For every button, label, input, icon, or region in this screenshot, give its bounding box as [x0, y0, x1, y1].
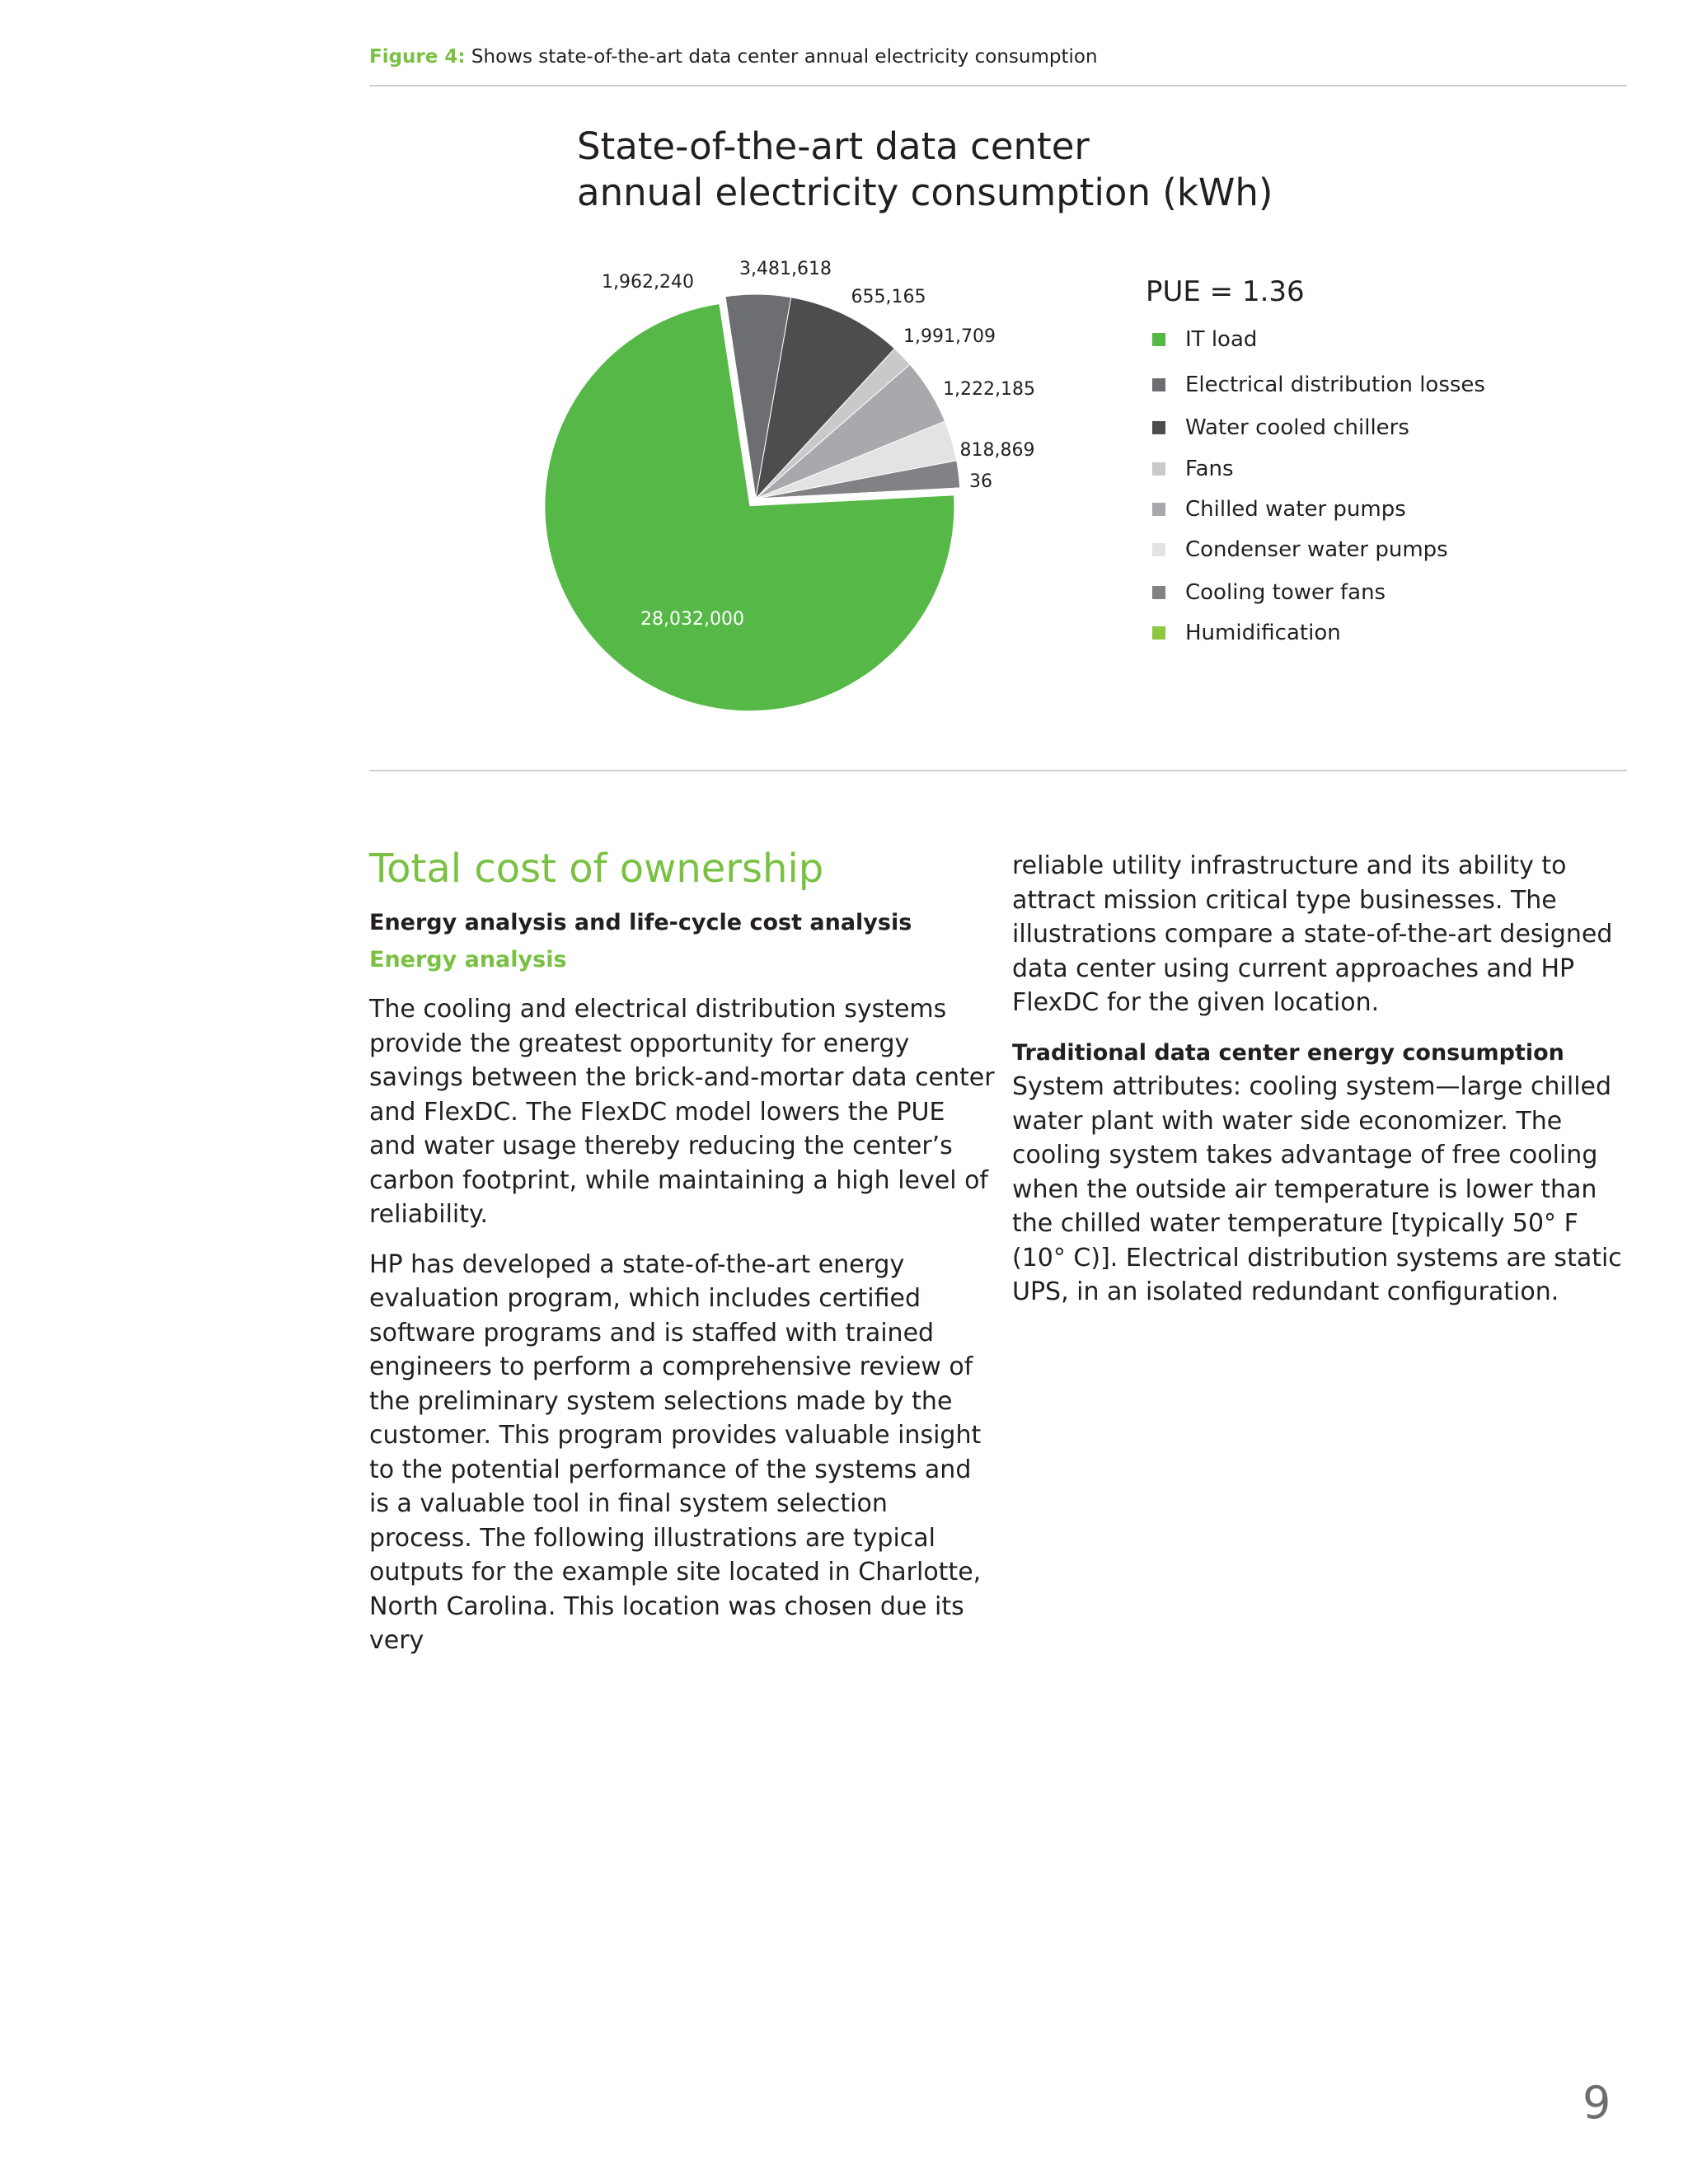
data-label-water-cooled-chillers: 3,481,618	[739, 259, 832, 279]
data-label-fans: 655,165	[851, 287, 926, 307]
figure-caption-text: Shows state-of-the-art data center annual electricity consumption	[471, 46, 1098, 68]
subhead-energy-analysis: Energy analysis	[369, 947, 567, 972]
section-title: Total cost of ownership	[369, 846, 824, 892]
legend-item-chilled-water-pumps	[1152, 497, 1406, 522]
figure-label: Figure 4:	[369, 46, 466, 68]
legend-swatch-humidification	[1152, 626, 1165, 640]
legend-item-it-load	[1152, 327, 1257, 352]
legend-swatch-it-load	[1152, 333, 1165, 346]
paragraph-utility: reliable utility infrastructure and its ability to attract mission critical type businesses. The illustrations compare a state-of-the-art designed data center using current approaches and HP FlexDC for the given location.	[1012, 851, 1613, 1017]
legend-swatch-condenser-water-pumps	[1152, 543, 1165, 556]
body-column-right	[1012, 849, 1639, 1325]
legend-label-humidification: Humidification	[1185, 621, 1341, 645]
legend-item-water-cooled-chillers	[1152, 415, 1409, 440]
data-label-it-load: 28,032,000	[640, 609, 744, 630]
traditional-consumption-text: System attributes: cooling system—large chilled water plant with water side economizer. The cooling system takes advantage of free cooling when the outside air temperature is lower than the chilled water temperature [typically 50° F (10° C)]. Electrical distribution systems are static UPS, in an isolated redundant configuration.	[1012, 1072, 1622, 1306]
legend-label-fans: Fans	[1185, 457, 1234, 481]
data-label-humidification: 36	[969, 471, 992, 492]
data-label-condenser-water-pumps: 1,222,185	[943, 379, 1035, 400]
data-label-electrical-distribution-losses: 1,962,240	[602, 272, 694, 293]
legend-label-condenser-water-pumps: Condenser water pumps	[1185, 537, 1448, 562]
paragraph-traditional	[1012, 1036, 1639, 1310]
legend-label-it-load: IT load	[1185, 327, 1258, 352]
legend-item-cooling-tower-fans	[1152, 580, 1386, 605]
legend-item-electrical-distribution-losses	[1152, 373, 1485, 397]
legend-swatch-water-cooled-chillers	[1152, 421, 1165, 434]
data-label-chilled-water-pumps: 1,991,709	[903, 326, 996, 347]
legend-swatch-fans	[1152, 462, 1165, 476]
legend-swatch-cooling-tower-fans	[1152, 586, 1165, 599]
legend-swatch-chilled-water-pumps	[1152, 503, 1165, 516]
legend-label-electrical-distribution-losses: Electrical distribution losses	[1185, 373, 1485, 397]
legend-title: PUE = 1.36	[1146, 275, 1305, 308]
page-number: 9	[1582, 2077, 1611, 2129]
legend-item-humidification	[1152, 621, 1341, 645]
legend-label-cooling-tower-fans: Cooling tower fans	[1185, 580, 1386, 605]
legend-item-condenser-water-pumps	[1152, 537, 1448, 562]
traditional-consumption-heading: Traditional data center energy consumption	[1012, 1039, 1564, 1066]
data-label-cooling-tower-fans: 818,869	[959, 440, 1035, 461]
chart-bottom-divider	[369, 770, 1627, 771]
chart-title-line-1: State-of-the-art data center	[577, 124, 1090, 168]
paragraph-hp-program: HP has developed a state-of-the-art energy evaluation program, which includes certified software programs and is staffed with trained engineers to perform a comprehensive review of the preliminary system selections made by the customer. This program provides valuable insight to the potential performance of the systems and is a valuable tool in final system selection process. The following illustrations are typical outputs for the example site located in Charlotte, North Carolina. This location was chosen due its very	[369, 1249, 982, 1655]
pie-chart	[0, 0, 1688, 742]
subhead-lifecycle: Energy analysis and life-cycle cost analysis	[369, 910, 912, 935]
body-column-left	[369, 992, 996, 1674]
legend-label-chilled-water-pumps: Chilled water pumps	[1185, 497, 1406, 522]
paragraph-cooling: The cooling and electrical distribution systems provide the greatest opportunity for energy savings between the brick-and-mortar data center and FlexDC. The FlexDC model lowers the PUE and water usage thereby reducing the center’s carbon footprint, while maintaining a high level of reliability.	[369, 995, 995, 1229]
legend-label-water-cooled-chillers: Water cooled chillers	[1185, 415, 1409, 440]
legend-item-fans	[1152, 457, 1234, 481]
chart-title-line-2: annual electricity consumption (kWh)	[577, 171, 1273, 214]
legend-swatch-electrical-distribution-losses	[1152, 378, 1165, 391]
